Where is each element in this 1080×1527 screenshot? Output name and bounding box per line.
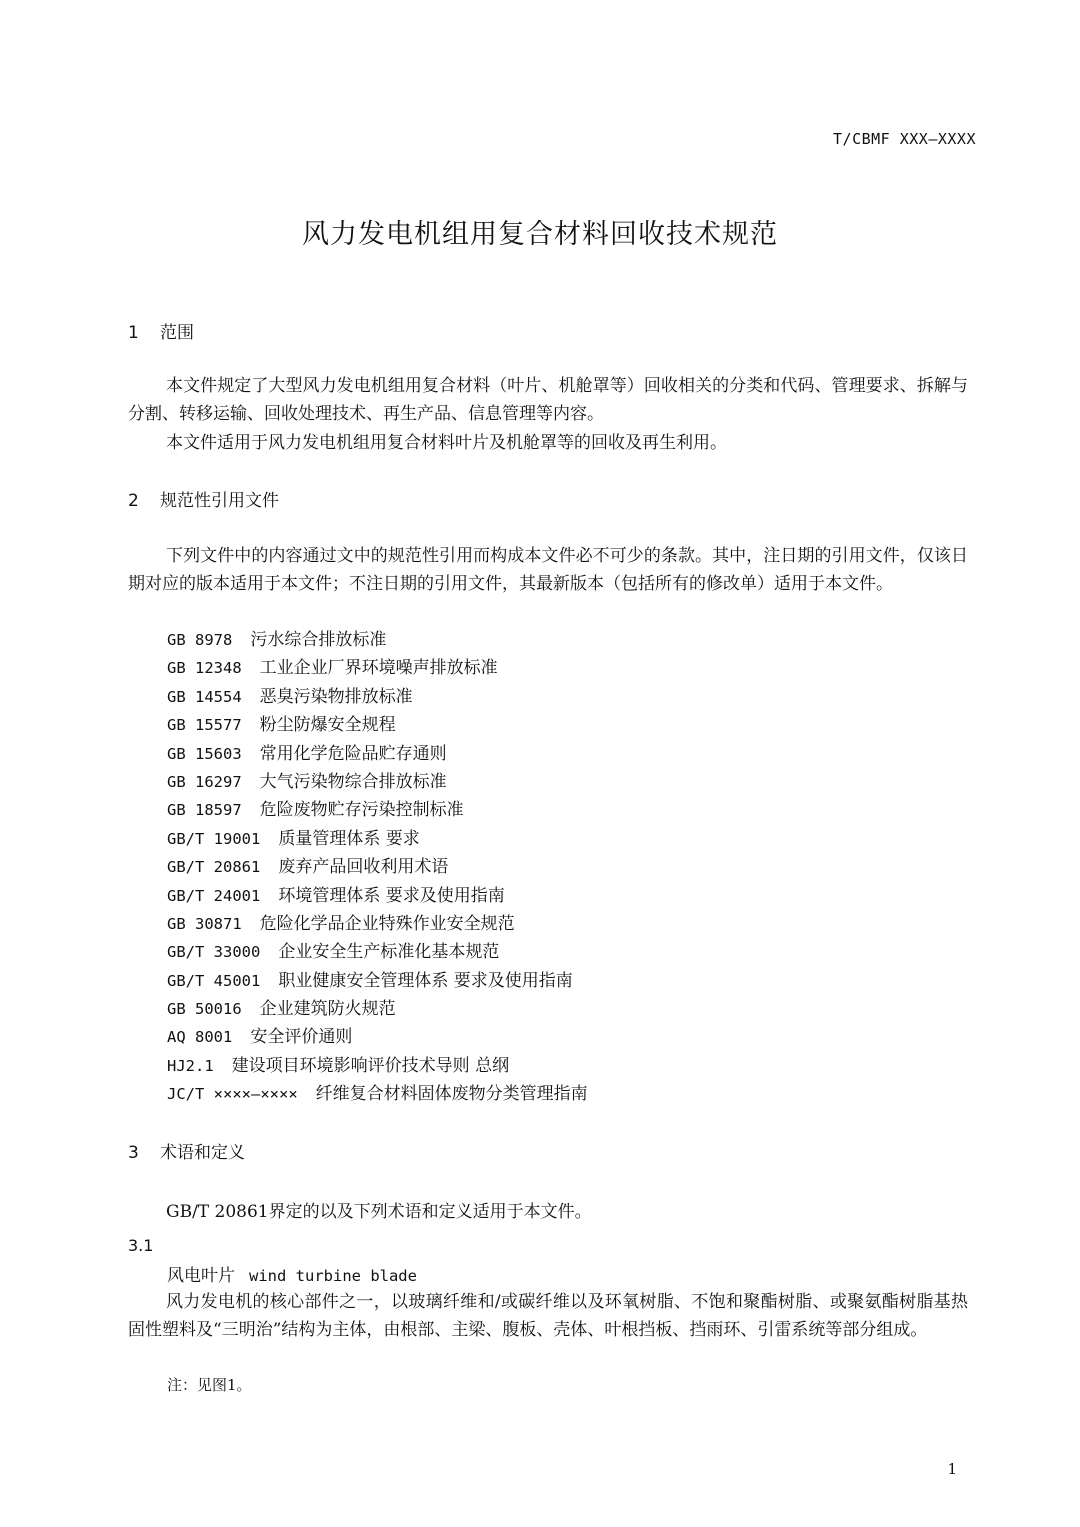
reference-code: GB/T 19001 xyxy=(167,829,261,848)
section-2-paragraph-1: 下列文件中的内容通过文中的规范性引用而构成本文件必不可少的条款。其中，注日期的引用文件，仅该日期对应的版本适用于本文件；不注日期的引用文件，其最新版本（包括所有的修改单）适用于本文件。 xyxy=(128,546,968,594)
section-number: 3 xyxy=(128,1143,139,1163)
term-note: 注：见图1。 xyxy=(167,1376,252,1394)
reference-item xyxy=(167,683,588,711)
reference-code: GB 15577 xyxy=(167,716,242,735)
reference-name: 企业建筑防火规范 xyxy=(259,999,396,1020)
reference-name: 大气污染物综合排放标准 xyxy=(259,771,447,792)
reference-name: 工业企业厂界环境噪声排放标准 xyxy=(259,658,498,679)
reference-code: GB 15603 xyxy=(167,744,242,763)
reference-item xyxy=(167,796,588,824)
reference-item xyxy=(167,995,588,1023)
section-title: 术语和定义 xyxy=(160,1143,245,1163)
reference-item xyxy=(167,910,588,938)
reference-name: 危险化学品企业特殊作业安全规范 xyxy=(259,913,515,934)
reference-name: 污水综合排放标准 xyxy=(250,630,387,650)
section-title: 范围 xyxy=(160,323,194,343)
reference-name: 企业安全生产标准化基本规范 xyxy=(278,942,500,963)
reference-code: GB 50016 xyxy=(167,1000,242,1019)
section-title: 规范性引用文件 xyxy=(160,491,279,511)
reference-item xyxy=(167,654,588,682)
reference-name: 质量管理体系 要求 xyxy=(278,828,420,849)
reference-code: GB/T 45001 xyxy=(167,971,261,990)
reference-code: GB 30871 xyxy=(167,914,242,933)
reference-name: 职业健康安全管理体系 要求及使用指南 xyxy=(278,970,573,991)
section-1-paragraph-1: 本文件规定了大型风力发电机组用复合材料（叶片、机舱罩等）回收相关的分类和代码、管理要求、拆解与分割、转移运输、回收处理技术、再生产品、信息管理等内容。 xyxy=(128,376,968,424)
reference-code: HJ2.1 xyxy=(167,1056,214,1075)
reference-code: GB 8978 xyxy=(167,631,233,649)
reference-name: 安全评价通则 xyxy=(250,1027,353,1048)
reference-item xyxy=(167,768,588,796)
reference-code: GB 12348 xyxy=(167,659,242,678)
reference-name: 环境管理体系 要求及使用指南 xyxy=(278,885,505,906)
term-english: wind turbine blade xyxy=(249,1267,417,1285)
reference-code: GB 16297 xyxy=(167,772,242,791)
normative-references-list xyxy=(167,626,588,1109)
reference-code: GB 18597 xyxy=(167,801,242,820)
reference-code: GB/T 20861 xyxy=(167,858,261,877)
term-number: 3.1 xyxy=(128,1236,154,1255)
term-heading xyxy=(167,1261,417,1286)
section-number: 1 xyxy=(128,323,139,343)
reference-item xyxy=(167,626,588,654)
section-3-paragraph-1: GB/T 20861界定的以及下列术语和定义适用于本文件。 xyxy=(166,1202,592,1222)
reference-code: GB/T 33000 xyxy=(167,943,261,962)
section-3-heading xyxy=(128,1138,245,1163)
term-chinese: 风电叶片 xyxy=(167,1266,235,1286)
reference-name: 废弃产品回收利用术语 xyxy=(278,857,449,878)
page-number: 1 xyxy=(947,1460,957,1478)
reference-name: 建设项目环境影响评价技术导则 总纲 xyxy=(231,1055,510,1076)
reference-item xyxy=(167,740,588,768)
reference-code: JC/T ××××—×××× xyxy=(167,1085,298,1104)
reference-code: AQ 8001 xyxy=(167,1028,233,1047)
reference-name: 粉尘防爆安全规程 xyxy=(259,715,396,736)
section-1-heading xyxy=(128,318,194,343)
reference-item xyxy=(167,711,588,739)
reference-item xyxy=(167,1052,588,1080)
section-number: 2 xyxy=(128,491,139,511)
reference-name: 危险废物贮存污染控制标准 xyxy=(259,800,464,821)
document-code: T/CBMF XXX—XXXX xyxy=(833,130,976,148)
reference-item xyxy=(167,853,588,881)
document-title: 风力发电机组用复合材料回收技术规范 xyxy=(302,219,778,250)
section-2-heading xyxy=(128,486,279,511)
reference-item xyxy=(167,882,588,910)
reference-item xyxy=(167,967,588,995)
reference-item xyxy=(167,938,588,966)
reference-name: 纤维复合材料固体废物分类管理指南 xyxy=(315,1084,588,1105)
reference-item xyxy=(167,825,588,853)
reference-name: 恶臭污染物排放标准 xyxy=(259,686,413,707)
reference-name: 常用化学危险品贮存通则 xyxy=(259,743,447,764)
reference-item xyxy=(167,1023,588,1051)
reference-code: GB 14554 xyxy=(167,687,242,706)
term-definition: 风力发电机的核心部件之一，以玻璃纤维和/或碳纤维以及环氧树脂、不饱和聚酯树脂、或聚氨酯树脂基热固性塑料及“三明治”结构为主体，由根部、主梁、腹板、壳体、叶根挡板、挡雨环、引雷系统等部分组成。 xyxy=(128,1292,968,1340)
section-1-paragraph-2: 本文件适用于风力发电机组用复合材料叶片及机舱罩等的回收及再生利用。 xyxy=(166,433,727,453)
reference-code: GB/T 24001 xyxy=(167,886,261,905)
reference-item xyxy=(167,1080,588,1108)
